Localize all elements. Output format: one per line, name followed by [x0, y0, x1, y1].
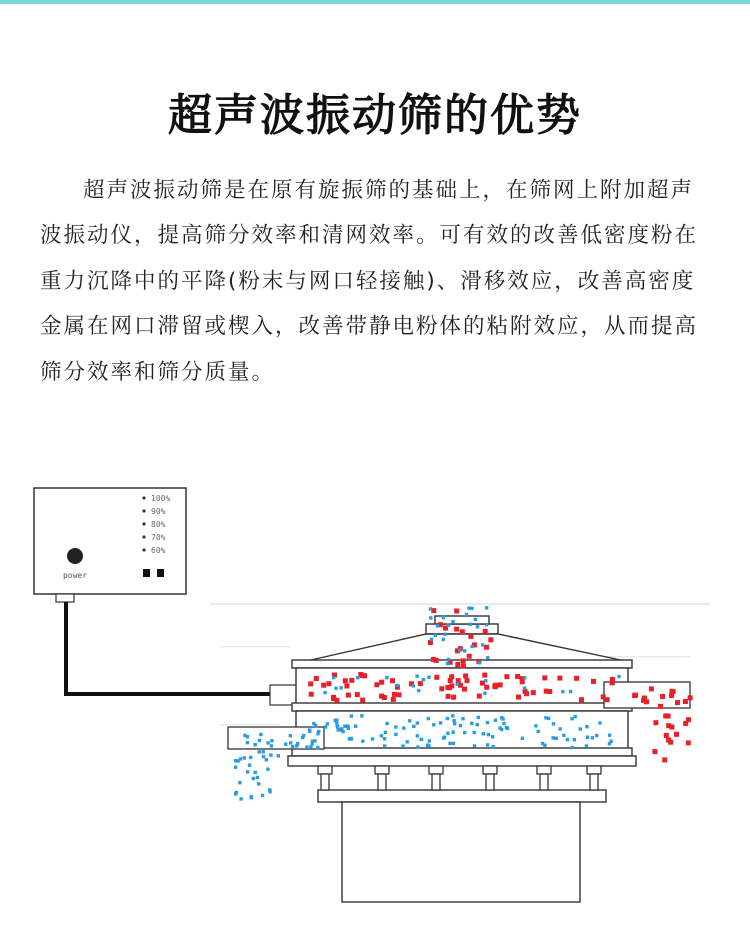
particle [468, 634, 473, 639]
particle [408, 719, 411, 722]
level-label: 90% [151, 507, 166, 516]
particle [632, 693, 637, 698]
particle [346, 693, 351, 698]
particle [488, 637, 493, 642]
particle [340, 729, 343, 732]
particle [523, 676, 526, 679]
particle [456, 678, 461, 683]
particle [291, 745, 294, 748]
particle [458, 649, 461, 652]
particle [446, 732, 449, 735]
particle [258, 739, 261, 742]
level-label: 80% [151, 520, 166, 529]
particle [248, 764, 251, 767]
particle [420, 738, 423, 741]
particle [266, 768, 269, 771]
particle [649, 686, 654, 691]
control-box [34, 488, 186, 602]
particle [385, 676, 388, 679]
particle [349, 678, 354, 683]
particle [316, 746, 319, 749]
particle [254, 771, 257, 774]
particle [671, 689, 676, 694]
particle [455, 662, 460, 667]
particle [482, 732, 485, 735]
particle [343, 678, 348, 683]
particle [384, 731, 387, 734]
particle [448, 742, 451, 745]
particle [361, 740, 364, 743]
level-label: 60% [151, 546, 166, 555]
particle [569, 690, 572, 693]
particle [561, 690, 564, 693]
particle [486, 721, 489, 724]
particle [428, 739, 431, 742]
particle [305, 745, 308, 748]
particle [467, 654, 472, 659]
particle [277, 754, 280, 757]
particle [465, 613, 468, 616]
particle [309, 745, 312, 748]
particle [246, 735, 249, 738]
particle [570, 717, 573, 720]
ultrasonic-screen-diagram [30, 486, 720, 906]
particle [385, 722, 388, 725]
particle [686, 740, 691, 745]
particle [270, 739, 273, 742]
particle [461, 717, 464, 720]
particle [383, 737, 386, 740]
particle [439, 721, 442, 724]
particle [591, 679, 596, 684]
particle [470, 607, 473, 610]
particle [235, 791, 238, 794]
particle [484, 645, 489, 650]
particle [492, 745, 495, 748]
particle [380, 734, 383, 737]
particle [390, 678, 395, 683]
particle [470, 645, 473, 648]
particle [236, 759, 239, 762]
particle [477, 694, 482, 699]
particle [537, 730, 540, 733]
particle [566, 738, 569, 741]
particle [346, 724, 349, 727]
particle [238, 781, 241, 784]
particle [349, 737, 352, 740]
particle [551, 736, 554, 739]
particle [459, 724, 462, 727]
particle [289, 741, 292, 744]
particle [434, 634, 437, 637]
particle [491, 735, 494, 738]
button-icon [143, 569, 150, 577]
particle [463, 731, 466, 734]
particle [379, 680, 384, 685]
particle [493, 684, 498, 689]
particle [452, 742, 455, 745]
particle [552, 722, 555, 725]
particle [426, 744, 429, 747]
particle [453, 722, 456, 725]
particle [434, 675, 439, 680]
particle [442, 616, 445, 619]
particle [477, 716, 480, 719]
particle [296, 742, 299, 745]
particle [326, 681, 331, 686]
particle [601, 694, 606, 699]
particle [542, 675, 547, 680]
particle [617, 675, 620, 678]
particle [395, 684, 398, 687]
particle [309, 692, 314, 697]
particle [574, 676, 579, 681]
particle [662, 757, 667, 762]
particle [308, 681, 313, 686]
particle [250, 796, 253, 799]
particle [598, 721, 601, 724]
particle [344, 684, 349, 689]
particle [494, 719, 497, 722]
particle [452, 731, 455, 734]
particle [609, 740, 612, 743]
particle [465, 678, 470, 683]
particle [664, 733, 669, 738]
particle [463, 673, 468, 678]
particle [354, 725, 357, 728]
particle [668, 740, 673, 745]
particle [383, 744, 386, 747]
particle [265, 758, 268, 761]
particle [323, 691, 326, 694]
particle [653, 720, 658, 725]
particle [334, 719, 337, 722]
particle [430, 638, 433, 641]
particle [585, 744, 588, 747]
particle [585, 725, 588, 728]
particle [434, 658, 439, 663]
particle [446, 694, 451, 699]
particle [557, 676, 562, 681]
particle [595, 734, 598, 737]
particle [523, 686, 526, 689]
particle [311, 742, 314, 745]
particle [379, 694, 384, 699]
particle [416, 721, 419, 724]
particle [447, 658, 450, 661]
level-label: 70% [151, 533, 166, 542]
particle [502, 722, 505, 725]
particle [289, 734, 292, 737]
particle [417, 689, 420, 692]
particle [579, 727, 582, 730]
particle [515, 674, 520, 679]
particle [675, 700, 680, 705]
power-knob-icon [67, 548, 83, 564]
particle [321, 683, 326, 688]
particle [402, 726, 405, 729]
particle [252, 777, 255, 780]
intro-paragraph: 超声波振动筛是在原有旋振筛的基础上，在筛网上附加超声波振动仪，提高筛分效率和清网效率。可有效的改善低密度粉在重力沉降中的平降(粉末与网口轻接触)、滑移效应，改善高密度金属在网口滞留或楔入，改善带静电粉体的粘附效应，从而提高筛分效率和筛分质量。 [40, 177, 699, 385]
particle [452, 719, 455, 722]
particle [391, 697, 396, 702]
particle [332, 676, 335, 679]
particle [485, 623, 488, 626]
particle [415, 675, 418, 678]
particle [686, 717, 691, 722]
particle [308, 728, 311, 731]
particle [339, 686, 342, 689]
particle [427, 676, 430, 679]
particle [473, 731, 476, 734]
particle [486, 656, 489, 659]
particle [436, 624, 439, 627]
particle [268, 788, 271, 791]
particle [468, 623, 471, 626]
page-title: 超声波振动筛的优势 [168, 90, 582, 142]
particle [474, 618, 477, 621]
particle [418, 681, 423, 686]
particle [500, 716, 503, 719]
particle [473, 744, 476, 747]
button-icon [157, 569, 164, 577]
particle [422, 678, 425, 681]
particle [334, 687, 337, 690]
particle [246, 770, 249, 773]
particle [447, 624, 450, 627]
particle [456, 683, 459, 686]
particle [429, 616, 432, 619]
particle [558, 727, 561, 730]
particle [442, 638, 445, 641]
particle [586, 736, 589, 739]
particle [658, 704, 663, 709]
particle [476, 625, 479, 628]
particle [579, 697, 584, 702]
particle [547, 717, 550, 720]
particle [406, 740, 409, 743]
particle [486, 743, 489, 746]
particle [467, 606, 470, 609]
particle [336, 725, 339, 728]
particle [454, 609, 459, 614]
particle [461, 663, 466, 668]
level-label: 100% [151, 494, 171, 503]
particle [674, 732, 679, 737]
particle [482, 673, 487, 678]
particle [451, 714, 454, 717]
particle [394, 725, 397, 728]
particle [666, 723, 671, 728]
particle [483, 629, 488, 634]
particle [429, 607, 432, 610]
particle [262, 750, 265, 753]
particle [334, 698, 339, 703]
particle [392, 692, 397, 697]
particle [258, 750, 261, 753]
particle [442, 736, 445, 739]
particle [660, 694, 665, 699]
power-label: power [62, 571, 88, 580]
particle [451, 695, 456, 700]
particle [374, 682, 379, 687]
particle [470, 722, 473, 725]
particle [371, 737, 374, 740]
particle [571, 746, 574, 749]
particle [506, 727, 509, 730]
particle [451, 620, 454, 623]
particle [463, 649, 466, 652]
particle [326, 722, 329, 725]
particle [460, 629, 465, 634]
particle [312, 722, 315, 725]
particle [249, 756, 252, 759]
particle [521, 737, 524, 740]
particle [412, 684, 415, 687]
particle [302, 734, 305, 737]
particle [524, 691, 529, 696]
particle [485, 606, 488, 609]
particle [481, 643, 484, 646]
particle [487, 733, 490, 736]
particle [531, 690, 536, 695]
particle [355, 692, 360, 697]
particle [262, 755, 265, 758]
particle [316, 732, 319, 735]
particle [454, 627, 459, 632]
particle [397, 692, 402, 697]
particle [591, 736, 594, 739]
particle [360, 714, 363, 717]
top-accent-rule [0, 0, 750, 4]
particle [446, 662, 449, 665]
particle [683, 699, 688, 704]
particle [461, 658, 466, 663]
particle [476, 723, 479, 726]
particle [446, 717, 449, 720]
particle [562, 734, 565, 737]
particle [257, 782, 260, 785]
particle [356, 676, 359, 679]
particle [610, 680, 615, 685]
particle [439, 686, 444, 691]
particle [343, 725, 346, 728]
particle [432, 723, 435, 726]
particle [644, 699, 649, 704]
particle [270, 744, 273, 747]
particle [360, 698, 365, 703]
particle [573, 738, 576, 741]
particle [324, 725, 327, 728]
particle [284, 743, 287, 746]
particle [416, 745, 419, 748]
particle [449, 683, 454, 688]
particle [261, 794, 264, 797]
particle [544, 689, 549, 694]
particle [243, 756, 246, 759]
particle [541, 742, 544, 745]
particle [652, 749, 657, 754]
particle [234, 766, 237, 769]
particle [516, 695, 521, 700]
particle [534, 724, 537, 727]
particle [254, 743, 257, 746]
particle [520, 679, 525, 684]
particle [266, 741, 269, 744]
particle [555, 737, 558, 740]
particle [449, 674, 454, 679]
particle [666, 714, 671, 719]
particle [500, 728, 503, 731]
support-springs [318, 766, 601, 790]
particle [478, 661, 481, 664]
particle [427, 717, 430, 720]
particle [314, 676, 319, 681]
particle [259, 733, 262, 736]
particle [269, 753, 272, 756]
particle [483, 692, 486, 695]
particle [498, 682, 503, 687]
particle [412, 725, 415, 728]
particle [246, 741, 249, 744]
particle [239, 797, 242, 800]
particle [504, 674, 509, 679]
particle [688, 695, 693, 700]
particle [394, 733, 397, 736]
particle [256, 776, 259, 779]
particle [416, 734, 419, 737]
particle [484, 679, 487, 682]
transducer-cable [66, 602, 270, 694]
particle [574, 715, 577, 718]
particle [608, 734, 611, 737]
particle [350, 714, 353, 717]
particle [443, 633, 446, 636]
particle [337, 728, 340, 731]
particle [401, 744, 404, 747]
